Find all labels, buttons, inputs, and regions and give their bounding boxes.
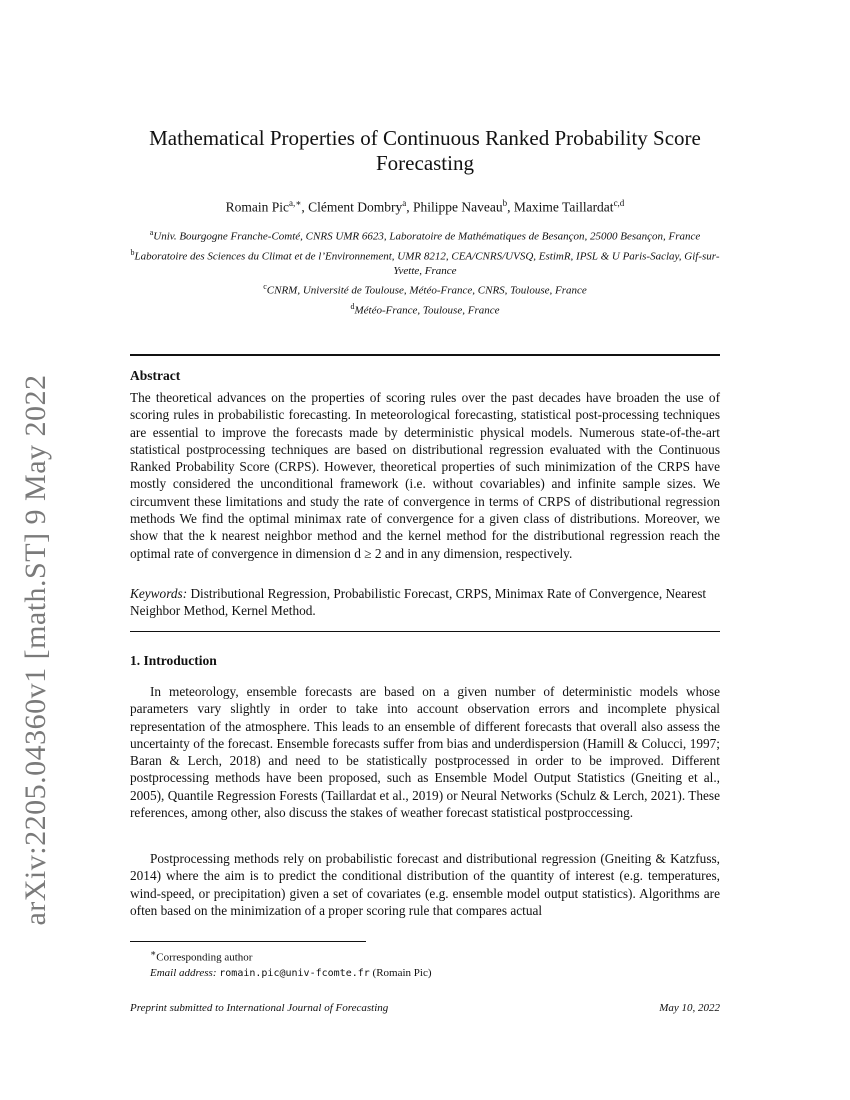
affiliation-item — [130, 225, 720, 245]
affiliation-item — [130, 279, 720, 299]
title-line-2: Forecasting — [376, 151, 474, 175]
footnote-corresponding — [130, 946, 720, 966]
footnote-email-line — [130, 966, 720, 981]
keywords-block — [130, 585, 720, 620]
email-owner: (Romain Pic) — [372, 966, 432, 979]
footnote — [130, 946, 720, 981]
affiliation-mark: b — [130, 247, 135, 257]
footer-journal: Preprint submitted to International Journal of Forecasting — [130, 1002, 389, 1014]
email-address-link[interactable]: romain.pic@univ-fcomte.fr — [219, 967, 370, 979]
author-name: Clément Dombry — [308, 199, 403, 215]
keywords-label: Keywords: — [130, 586, 188, 601]
affiliation-text: Météo-France, Toulouse, France — [354, 304, 500, 317]
affiliation-mark: d — [350, 301, 355, 311]
author-affiliation-mark: b — [502, 198, 508, 208]
abstract-heading: Abstract — [130, 368, 181, 383]
author-name: Philippe Naveau — [413, 199, 503, 215]
author-list: Romain Pic$^{a,∗}$, Clément Dombry$^a$, Philippe Naveau$^b$, Maxime Taillardat$^{c,d}$ — [225, 198, 625, 215]
affiliation-mark: c — [263, 282, 267, 292]
affiliation-text: Univ. Bourgogne Franche-Comté, CNRS UMR 6623, Laboratoire de Mathématiques de Besançon, 25000 Besançon, France — [153, 230, 701, 243]
arxiv-identifier-stamp: arXiv:2205.04360v1 [math.ST] 9 May 2022 — [19, 374, 52, 926]
footer-date: May 10, 2022 — [659, 1002, 720, 1014]
affiliation-text: CNRM, Université de Toulouse, Météo-France, CNRS, Toulouse, France — [266, 284, 587, 297]
affiliation-text: Laboratoire des Sciences du Climat et de l’Environnement, UMR 8212, CEA/CNRS/UVSQ, EstimR, IPSL & U Paris-Saclay, Gif-sur-Yvette, France — [134, 250, 720, 278]
affiliation-list — [130, 225, 720, 319]
affiliation-mark: a — [149, 228, 154, 237]
introduction-paragraph-1: In meteorology, ensemble forecasts are based on a given number of deterministic models whose parameters vary slightly in order to take into account observation errors and incomplete physical representation of the atmosphere. This leads to an ensemble of different forecasts that overall also assess the uncertainty of the forecast. Ensemble forecasts suffer from bias and underdispersion (Hamill & Colucci, 1997; Baran & Lerch, 2018) and need to be statistically postprocessed in order to be improved. Different postprocessing methods have been proposed, such as Ensemble Model Output Statistics (Gneiting et al., 2005), Quantile Regression Forests (Taillardat et al., 2019) or Neural Networks (Schulz & Lerch, 2021). These references, among other, also discuss the stakes of weather forecast statistical postproccessing. — [130, 684, 720, 821]
footnote-text: Corresponding author — [156, 951, 253, 964]
author-affiliation-mark: c,d — [613, 198, 625, 208]
author-name: Maxime Taillardat — [513, 199, 614, 215]
abstract-body: The theoretical advances on the properties of scoring rules over the past decades have broaden the use of scoring rules in probabilistic forecasting. In meteorological forecasting, statistical post-processing techniques are essential to improve the forecasts made by deterministic physical models. Numerous state-of-the-art statistical postprocessing techniques are based on distributional regression evaluated with the Continuous Ranked Probability Score (CRPS). However, theoretical properties of such minimization of the CRPS have mostly considered the unconditional framework (i.e. without covariables) and infinite sample sizes. We circumvent these limitations and study the rate of convergence in terms of CRPS of distributional regression methods We find the optimal minimax rate of convergence for a given class of distributions. Moreover, we show that the k nearest neighbor method and the kernel method for the distributional regression reach the optimal rate of convergence in dimension d ≥ 2 and in any dimension, respectively. — [130, 390, 720, 561]
author-affiliation-mark: a — [402, 198, 407, 208]
email-label: Email address: — [150, 966, 217, 979]
section-heading-introduction: 1. Introduction — [130, 653, 217, 668]
keywords-text: Distributional Regression, Probabilistic Forecast, CRPS, Minimax Rate of Convergence, Nearest Neighbor Method, Kernel Method. — [130, 586, 707, 619]
footnote-rule — [130, 941, 366, 942]
paper-title — [0, 126, 850, 176]
affiliation-item — [130, 299, 720, 319]
abstract-bottom-rule — [130, 631, 720, 632]
author-affiliation-mark: a,∗ — [289, 198, 302, 208]
footnote-mark: ∗ — [150, 948, 157, 958]
abstract-top-rule — [130, 354, 720, 356]
title-line-1: Mathematical Properties of Continuous Ranked Probability Score — [149, 126, 701, 150]
affiliation-item — [130, 245, 720, 280]
introduction-paragraph-2: Postprocessing methods rely on probabilistic forecast and distributional regression (Gneiting & Katzfuss, 2014) where the aim is to predict the conditional distribution of the quantity of interest (e.g. temperatures, wind-speed, or precipitation) given a set of covariates (e.g. ensemble model output statistics). Algorithms are often based on the minimization of a proper scoring rule that compares actual — [130, 851, 720, 918]
author-name: Romain Pic — [225, 199, 290, 215]
